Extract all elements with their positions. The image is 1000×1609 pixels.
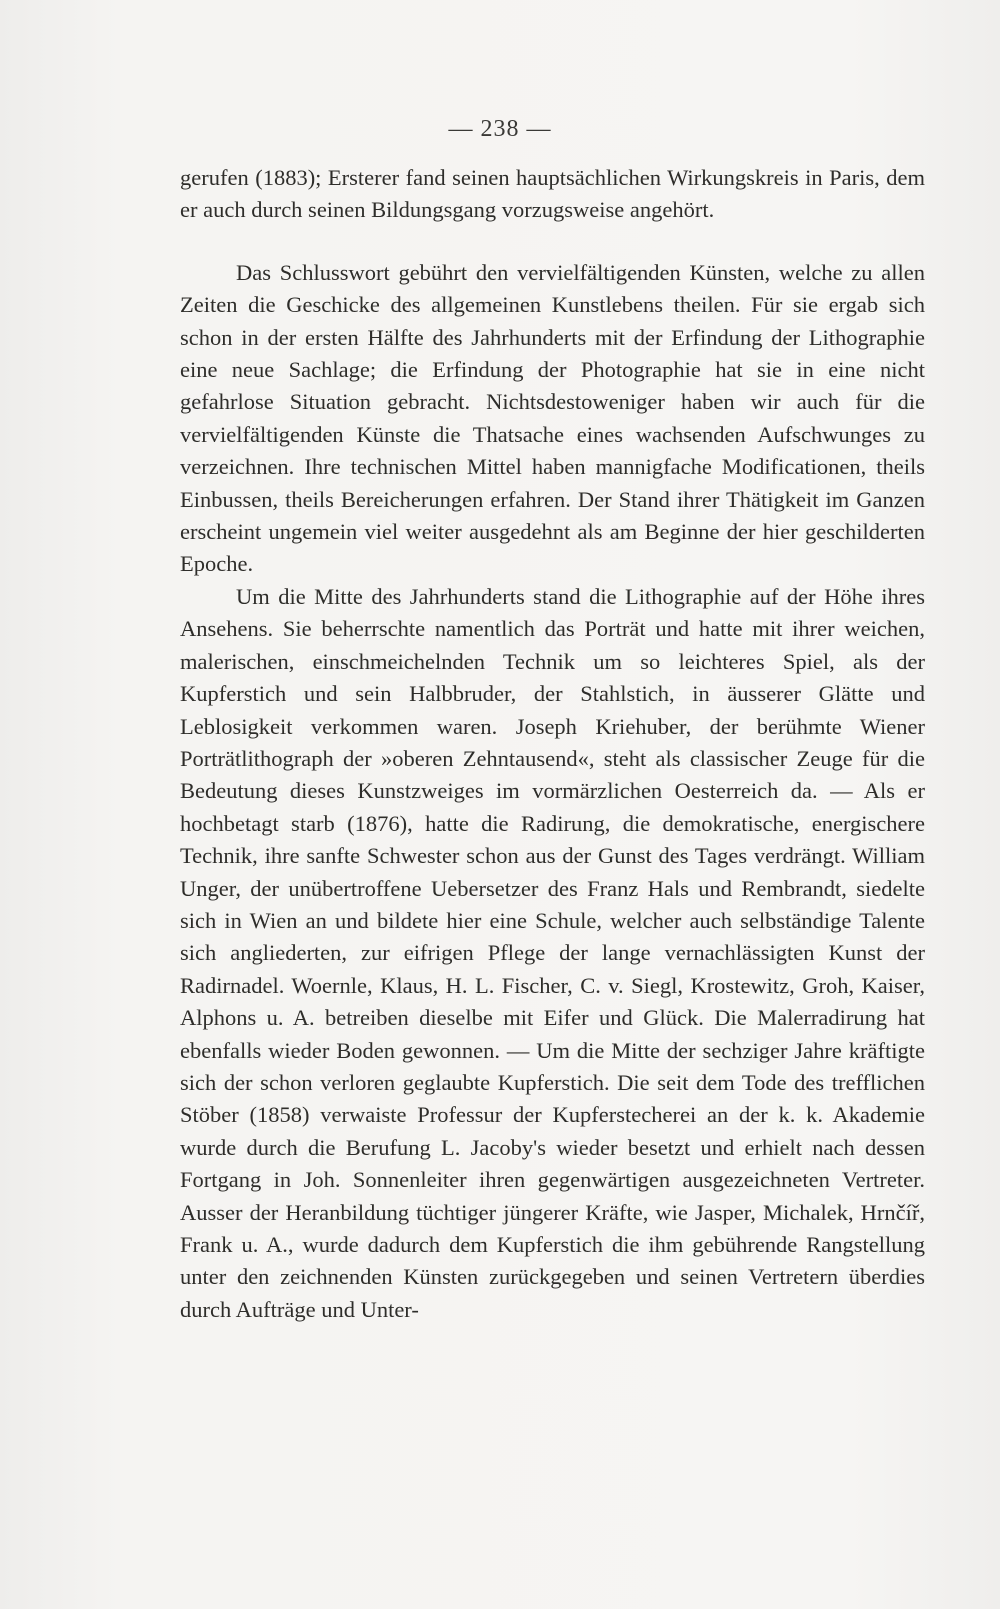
paragraph-2: Das Schlusswort gebührt den vervielfältigenden Künsten, welche zu allen Zeiten die Geschicke des allgemeinen Kunstlebens theilen. Für sie ergab sich schon in der ersten Hälfte des Jahrhunderts mit der Erfindung der Lithographie eine neue Sachlage; die Erfindung der Photographie hat sie in eine nicht gefahrlose Situation gebracht. Nichtsdestoweniger haben wir auch für die vervielfältigenden Künste die Thatsache eines wachsenden Aufschwunges zu verzeichnen. Ihre technischen Mittel haben mannigfache Modificationen, theils Einbussen, theils Bereicherungen erfahren. Der Stand ihrer Thätigkeit im Ganzen erscheint ungemein viel weiter ausgedehnt als am Beginne der hier geschilderten Epoche. (180, 259, 925, 577)
body-text (180, 162, 925, 1326)
page-number: — 238 — (448, 116, 552, 142)
paragraph-1: gerufen (1883); Ersterer fand seinen hauptsächlichen Wirkungskreis in Paris, dem er auch durch seinen Bildungsgang vorzugsweise angehört. (180, 165, 925, 223)
paragraph-3: Um die Mitte des Jahrhunderts stand die Lithographie auf der Höhe ihres Ansehens. Sie beherrschte namentlich das Porträt und hatte mit ihrer weichen, malerischen, einschmeichelnden Technik um so leichteres Spiel, als der Kupferstich und sein Halbbruder, der Stahlstich, in äusserer Glätte und Leblosigkeit verkommen waren. Joseph Kriehuber, der berühmte Wiener Porträtlithograph der »oberen Zehntausend«, steht als classischer Zeuge für die Bedeutung dieses Kunstzweiges im vormärzlichen Oesterreich da. — Als er hochbetagt starb (1876), hatte die Radirung, die demokratische, energischere Technik, ihre sanfte Schwester schon aus der Gunst des Tages verdrängt. William Unger, der unübertroffene Uebersetzer des Franz Hals und Rembrandt, siedelte sich in Wien an und bildete hier eine Schule, welcher auch selbständige Talente sich angliederten, zur eifrigen Pflege der lange vernachlässigten Kunst der Radirnadel. Woernle, Klaus, H. L. Fischer, C. v. Siegl, Krostewitz, Groh, Kaiser, Alphons u. A. betreiben dieselbe mit Eifer und Glück. Die Malerradirung hat ebenfalls wieder Boden gewonnen. — Um die Mitte der sechziger Jahre kräftigte sich der schon verloren geglaubte Kupferstich. Die seit dem Tode des trefflichen Stöber (1858) verwaiste Professur der Kupferstecherei an der k. k. Akademie wurde durch die Berufung L. Jacoby's wieder besetzt und erhielt nach dessen Fortgang in Joh. Sonnenleiter ihren gegenwärtigen ausgezeichneten Vertreter. Ausser der Heranbildung tüchtiger jüngerer Kräfte, wie Jasper, Michalek, Hrnčíř, Frank u. A., wurde dadurch dem Kupferstich die ihm gebührende Rangstellung unter den zeichnenden Künsten zurückgegeben und seinen Vertretern überdies durch Aufträge und Unter- (180, 583, 925, 1322)
